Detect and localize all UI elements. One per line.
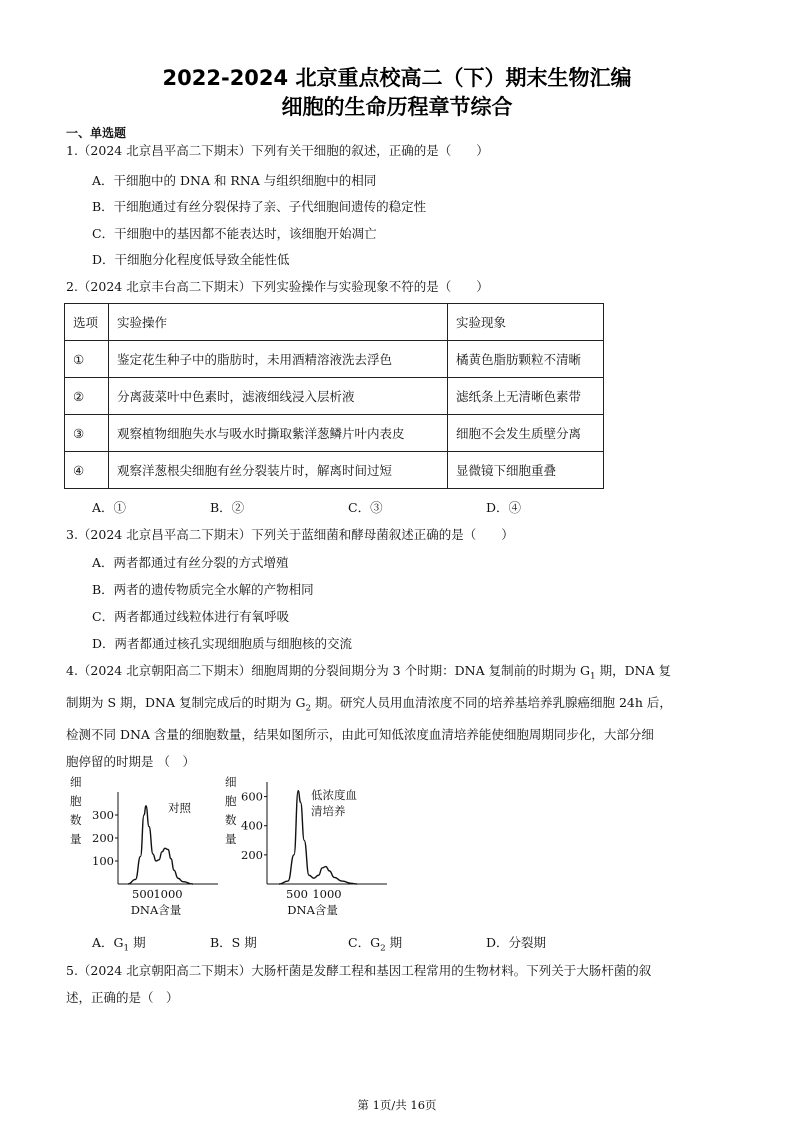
question-3-option-a: A．两者都通过有丝分裂的方式增殖 bbox=[92, 555, 289, 570]
x-tick-label: 500 bbox=[132, 887, 154, 901]
y-tick-label: 200 bbox=[92, 831, 114, 845]
y-axis-label-char: 胞 bbox=[70, 794, 82, 808]
question-4-line: 4.（2024 北京朝阳高二下期末）细胞周期的分裂间期分为 3 个时期：DNA 复制前的时期为 $G_1$ 期，DNA 复 bbox=[66, 663, 672, 682]
table-header-cell: 实验操作 bbox=[109, 304, 448, 341]
table-cell: 鉴定花生种子中的脂肪时，未用酒精溶液洗去浮色 bbox=[109, 341, 448, 378]
table-cell: 橘黄色脂肪颗粒不清晰 bbox=[448, 341, 604, 378]
table-cell: ③ bbox=[65, 415, 109, 452]
question-2-stem: 2.（2024 北京丰台高二下期末）下列实验操作与实验现象不符的是（ ） bbox=[66, 279, 489, 294]
y-axis-label-char: 量 bbox=[70, 832, 82, 846]
question-4-line: 制期为 S 期，DNA 复制完成后的时期为 $G_2$ 期。研究人员用血清浓度不同的培养基培养乳腺癌细胞 24h 后， bbox=[66, 695, 672, 714]
y-axis-label-char: 数 bbox=[225, 813, 237, 827]
section-title: 一、单选题 bbox=[66, 126, 127, 140]
y-axis-label-char: 细 bbox=[70, 775, 82, 789]
table-cell: ② bbox=[65, 378, 109, 415]
question-2-option-a: A．① bbox=[92, 500, 127, 515]
question-1-option-c: C．干细胞中的基因都不能表达时，该细胞开始凋亡 bbox=[92, 226, 377, 241]
series-line bbox=[128, 806, 193, 884]
question-1-option-d: D．干细胞分化程度低导致全能性低 bbox=[92, 252, 290, 267]
question-1-option-a: A．干细胞中的 DNA 和 RNA 与组织细胞中的相同 bbox=[92, 173, 377, 188]
y-tick-label: 200 bbox=[241, 847, 263, 862]
y-tick-label: 400 bbox=[241, 818, 263, 833]
question-3-stem: 3.（2024 北京昌平高二下期末）下列关于蓝细菌和酵母菌叙述正确的是（ ） bbox=[66, 527, 514, 542]
table-header-row bbox=[65, 304, 604, 341]
chart-low-serum bbox=[225, 774, 395, 924]
question-3-option-d: D．两者都通过核孔实现细胞质与细胞核的交流 bbox=[92, 636, 353, 651]
question-4-option-d: D．分裂期 bbox=[486, 935, 547, 950]
page-title: 2022-2024 北京重点校高二（下）期末生物汇编 bbox=[162, 66, 632, 90]
question-4-option-c: C．$G_2$ 期 bbox=[348, 935, 403, 954]
table-cell: ① bbox=[65, 341, 109, 378]
y-axis-label-char: 胞 bbox=[225, 794, 237, 808]
table-cell: 观察植物细胞失水与吸水时撕取紫洋葱鳞片叶内表皮 bbox=[109, 415, 448, 452]
experiment-table bbox=[64, 303, 604, 489]
table-row bbox=[65, 415, 604, 452]
question-5-line: 述，正确的是（ ） bbox=[66, 989, 179, 1005]
y-axis-label-char: 量 bbox=[225, 832, 237, 846]
chart-annotation: 低浓度血 bbox=[311, 788, 357, 802]
page-subtitle: 细胞的生命历程章节综合 bbox=[281, 95, 513, 119]
x-tick-label: 1000 bbox=[153, 887, 183, 901]
question-5-line: 5.（2024 北京朝阳高二下期末）大肠杆菌是发酵工程和基因工程常用的生物材料。下列关于大肠杆菌的叙 bbox=[66, 963, 652, 978]
table-header-cell: 选项 bbox=[65, 304, 109, 341]
table-row bbox=[65, 452, 604, 489]
table-cell: ④ bbox=[65, 452, 109, 489]
question-1-stem: 1.（2024 北京昌平高二下期末）下列有关干细胞的叙述，正确的是（ ） bbox=[66, 143, 489, 158]
chart-annotation: 对照 bbox=[168, 801, 191, 815]
table-header-cell: 实验现象 bbox=[448, 304, 604, 341]
question-5-stem bbox=[66, 958, 728, 1011]
table-cell: 细胞不会发生质壁分离 bbox=[448, 415, 604, 452]
table-row bbox=[65, 378, 604, 415]
table-cell: 分离菠菜叶中色素时，滤液细线浸入层析液 bbox=[109, 378, 448, 415]
question-2-option-d: D．④ bbox=[486, 500, 522, 515]
question-2-option-b: B．② bbox=[210, 500, 245, 515]
question-3-option-c: C．两者都通过线粒体进行有氧呼吸 bbox=[92, 609, 290, 624]
page-footer: 第 1页/共 16页 bbox=[357, 1098, 437, 1112]
table-row bbox=[65, 341, 604, 378]
question-4-line: 胞停留的时期是 （ ） bbox=[66, 753, 195, 769]
x-axis-label: DNA含量 bbox=[287, 903, 338, 917]
chart-annotation: 清培养 bbox=[311, 804, 346, 818]
table-cell: 观察洋葱根尖细胞有丝分裂装片时，解离时间过短 bbox=[109, 452, 448, 489]
y-axis-label-char: 细 bbox=[225, 775, 237, 789]
y-tick-label: 600 bbox=[241, 789, 263, 804]
question-2-option-c: C．③ bbox=[348, 500, 383, 515]
question-3-option-b: B．两者的遗传物质完全水解的产物相同 bbox=[92, 582, 314, 597]
question-4-line: 检测不同 DNA 含量的细胞数量，结果如图所示，由此可知低浓度血清培养能使细胞周期同步化，大部分细 bbox=[66, 727, 654, 742]
question-4-option-b: B．S 期 bbox=[210, 935, 257, 950]
x-tick-label: 1000 bbox=[312, 887, 342, 901]
y-tick-label: 100 bbox=[92, 854, 114, 868]
table-cell: 显微镜下细胞重叠 bbox=[448, 452, 604, 489]
x-axis-label: DNA含量 bbox=[130, 903, 182, 917]
chart-control bbox=[70, 774, 230, 924]
question-1-option-b: B．干细胞通过有丝分裂保持了亲、子代细胞间遗传的稳定性 bbox=[92, 199, 427, 214]
x-tick-label: 500 bbox=[286, 887, 308, 901]
y-tick-label: 300 bbox=[92, 808, 114, 822]
question-4-stem bbox=[66, 658, 728, 775]
y-axis-label-char: 数 bbox=[70, 813, 82, 827]
table-cell: 滤纸条上无清晰色素带 bbox=[448, 378, 604, 415]
question-4-option-a: A．$G_1$ 期 bbox=[92, 935, 146, 954]
